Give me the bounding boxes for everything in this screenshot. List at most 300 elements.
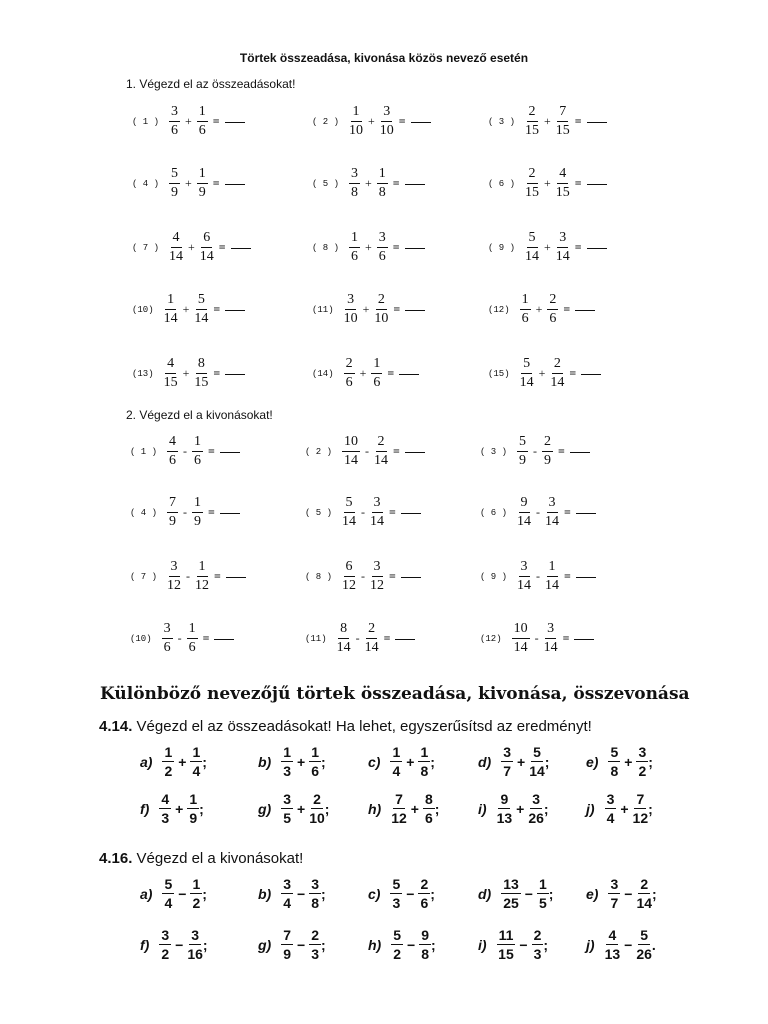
equals-sign: = [562, 631, 570, 645]
terminator: ; [648, 800, 653, 817]
fraction-a-denominator: 8 [351, 185, 359, 200]
fraction-b [194, 293, 208, 326]
fraction-a [501, 877, 521, 910]
answer-blank [570, 451, 590, 453]
fraction-b [636, 928, 652, 961]
fraction-a [167, 560, 181, 593]
fraction-b-denominator: 12 [195, 578, 210, 593]
equals-sign: = [392, 176, 400, 190]
item-letter: d) [478, 753, 492, 770]
fraction-b-numerator: 8 [424, 791, 433, 807]
terminator: ; [430, 885, 435, 902]
fraction-a [169, 167, 180, 200]
fraction-a-numerator: 4 [165, 357, 176, 374]
fraction-a-numerator: 5 [393, 927, 402, 943]
ex414-text: Végezd el az összeadásokat! Ha lehet, egyszerűsítsd az eredményt! [136, 718, 592, 735]
equals-sign: = [563, 302, 571, 316]
fraction-a [164, 357, 178, 390]
item-letter: g) [258, 936, 272, 953]
fraction-a-denominator: 13 [496, 810, 513, 826]
answer-blank [574, 638, 594, 640]
problem-section2-7 [130, 560, 246, 593]
fraction-b-numerator: 3 [311, 876, 319, 892]
fraction-b [309, 928, 321, 961]
answer-blank [405, 451, 425, 453]
problem-section2-11 [305, 622, 415, 655]
answer-blank [587, 121, 607, 123]
fraction-a [281, 745, 293, 778]
fraction-b-numerator: 3 [547, 496, 558, 513]
operator: - [186, 569, 191, 583]
fraction-a-numerator: 4 [167, 435, 178, 452]
fraction-b-numerator: 3 [381, 105, 392, 122]
fraction-a-denominator: 4 [283, 895, 292, 911]
fraction-b-numerator: 1 [420, 744, 429, 760]
fraction-b [532, 928, 544, 961]
exercise-ex416-f [140, 928, 208, 961]
fraction-a-denominator: 4 [606, 810, 615, 826]
problem-number: (15) [488, 368, 510, 379]
operator: - [355, 631, 360, 645]
terminator: ; [430, 753, 435, 770]
terminator: ; [652, 885, 657, 902]
exercise-ex414-b [258, 745, 326, 778]
equals-sign: = [218, 240, 226, 254]
exercise-ex414-h [368, 792, 439, 825]
fraction-b-numerator: 1 [311, 744, 319, 760]
fraction-b-denominator: 9 [544, 453, 552, 468]
fraction-b-numerator: 1 [192, 876, 201, 892]
answer-blank [411, 121, 431, 123]
fraction-a-denominator: 25 [503, 895, 519, 911]
answer-blank [401, 512, 421, 514]
item-letter: h) [368, 936, 382, 953]
equals-sign: = [212, 176, 220, 190]
fraction-b-numerator: 1 [192, 744, 201, 760]
operator: − [624, 885, 633, 902]
equals-sign: = [383, 631, 391, 645]
fraction-a [525, 105, 539, 138]
fraction-b [633, 792, 649, 825]
problem-number: (13) [132, 368, 154, 379]
fraction-b-denominator: 6 [373, 375, 381, 390]
fraction-a [164, 293, 178, 326]
fraction-b-denominator: 8 [421, 946, 429, 962]
equals-sign: = [393, 444, 400, 458]
fraction-a-numerator: 3 [349, 167, 360, 184]
fraction-a [349, 231, 360, 264]
fraction-b-denominator: 15 [194, 375, 209, 390]
fraction-b-denominator: 10 [374, 311, 389, 326]
operator: + [538, 366, 546, 380]
fraction-b-numerator: 3 [532, 791, 541, 807]
problem-number: ( 3 ) [488, 116, 516, 127]
fraction-a-denominator: 15 [525, 123, 540, 138]
fraction-a-numerator: 1 [349, 231, 360, 248]
fraction-a-numerator: 7 [283, 927, 292, 943]
equals-sign: = [398, 114, 406, 128]
answer-blank [225, 373, 245, 375]
fraction-b-numerator: 3 [638, 744, 647, 760]
fraction-b-numerator: 5 [640, 927, 649, 943]
fraction-a [390, 745, 402, 778]
fraction-a-numerator: 10 [342, 435, 360, 452]
fraction-b-denominator: 3 [533, 946, 542, 962]
fraction-a-numerator: 9 [500, 791, 509, 807]
fraction-b-denominator: 6 [194, 453, 202, 468]
answer-blank [220, 451, 240, 453]
fraction-b-numerator: 1 [197, 105, 208, 122]
fraction-a-denominator: 5 [283, 810, 292, 826]
terminator: ; [202, 885, 207, 902]
fraction-a [349, 167, 360, 200]
fraction-a [167, 435, 178, 468]
problem-number: ( 8 ) [312, 242, 340, 253]
fraction-a-denominator: 14 [513, 640, 528, 655]
problem-section2-2 [305, 435, 425, 468]
fraction-a-denominator: 4 [392, 763, 401, 779]
fraction-b-denominator: 10 [309, 810, 325, 826]
fraction-b-denominator: 10 [379, 123, 394, 138]
fraction-b [309, 745, 321, 778]
problem-section1-15 [488, 357, 601, 390]
fraction-a [342, 560, 356, 593]
problem-section1-7 [132, 231, 251, 264]
equals-sign: = [393, 302, 401, 316]
fraction-a-denominator: 6 [163, 640, 171, 655]
answer-blank [575, 309, 595, 311]
fraction-a-numerator: 7 [167, 496, 178, 513]
fraction-a [162, 622, 173, 655]
fraction-a-numerator: 8 [338, 622, 349, 639]
fraction-a-denominator: 6 [521, 311, 529, 326]
fraction-a [281, 792, 293, 825]
terminator: ; [543, 800, 549, 817]
fraction-a [525, 167, 539, 200]
item-letter: j) [586, 936, 595, 953]
problem-section1-12 [488, 293, 595, 326]
problem-number: ( 8 ) [305, 571, 333, 582]
fraction-b-denominator: 8 [378, 185, 386, 200]
fraction-b-numerator: 2 [640, 876, 649, 892]
equals-sign: = [387, 366, 395, 380]
problem-number: (14) [312, 368, 334, 379]
fraction-a [517, 496, 531, 529]
fraction-b [418, 745, 430, 778]
answer-blank [214, 638, 234, 640]
fraction-b-numerator: 1 [192, 496, 203, 513]
fraction-a [349, 105, 363, 138]
exercise-ex414-f [140, 792, 204, 825]
fraction-b-denominator: 8 [311, 895, 319, 911]
equals-sign: = [574, 176, 582, 190]
operator: + [516, 800, 525, 817]
fraction-a-numerator: 5 [164, 876, 173, 892]
fraction-b-numerator: 1 [547, 560, 558, 577]
fraction-a-denominator: 15 [163, 375, 178, 390]
fraction-b [377, 231, 388, 264]
problem-number: ( 9 ) [480, 571, 508, 582]
ex414-heading [99, 718, 592, 735]
item-letter: a) [140, 885, 153, 902]
answer-blank [405, 309, 425, 311]
terminator: ; [324, 800, 330, 817]
problem-number: ( 7 ) [132, 242, 160, 253]
fraction-a-numerator: 3 [283, 791, 292, 807]
fraction-a [520, 357, 534, 390]
problem-number: (12) [488, 304, 510, 315]
fraction-b-denominator: 14 [555, 249, 570, 264]
problem-number: ( 3 ) [480, 446, 508, 457]
fraction-b-denominator: 16 [187, 946, 203, 962]
terminator: ; [431, 936, 436, 953]
problem-section2-5 [305, 496, 421, 529]
item-letter: j) [586, 800, 595, 817]
item-letter: c) [368, 885, 381, 902]
section2-heading: 2. Végezd el a kivonásokat! [126, 408, 273, 422]
fraction-b-numerator: 7 [557, 105, 568, 122]
ex416-label: 4.16. [99, 850, 133, 867]
terminator: ; [434, 800, 440, 817]
item-letter: e) [586, 753, 599, 770]
problem-number: ( 1 ) [130, 446, 158, 457]
fraction-b-numerator: 1 [192, 435, 203, 452]
fraction-a-numerator: 3 [161, 927, 170, 943]
fraction-a-denominator: 6 [351, 249, 359, 264]
exercise-ex416-c [368, 877, 435, 910]
terminator: ; [199, 800, 204, 817]
problem-section2-1 [130, 435, 240, 468]
fraction-a-denominator: 14 [517, 578, 532, 593]
fraction-b-denominator: 6 [311, 763, 319, 779]
fraction-a-denominator: 10 [349, 123, 364, 138]
answer-blank [587, 183, 607, 185]
problem-number: ( 4 ) [130, 507, 158, 518]
operator: − [297, 936, 306, 953]
operator: − [519, 936, 528, 953]
equals-sign: = [214, 569, 221, 583]
fraction-b [370, 496, 384, 529]
operator: + [406, 753, 415, 770]
fraction-b [374, 293, 388, 326]
fraction-a-denominator: 12 [167, 578, 182, 593]
fraction-a-numerator: 5 [610, 744, 619, 760]
fraction-b [187, 792, 199, 825]
terminator: ; [648, 753, 653, 770]
fraction-b-denominator: 12 [632, 810, 649, 826]
fraction-a [337, 622, 351, 655]
operator: − [297, 885, 306, 902]
fraction-b-numerator: 2 [533, 927, 542, 943]
problem-section1-6 [488, 167, 607, 200]
problem-number: ( 5 ) [312, 178, 340, 189]
fraction-b [200, 231, 214, 264]
fraction-a-denominator: 3 [392, 895, 401, 911]
section1-heading: 1. Végezd el az összeadásokat! [126, 77, 296, 91]
exercise-ex414-e [586, 745, 653, 778]
operator: + [182, 366, 190, 380]
fraction-b-denominator: 4 [192, 763, 201, 779]
ex416-text: Végezd el a kivonásokat! [136, 850, 304, 867]
fraction-b [187, 622, 198, 655]
fraction-a [281, 877, 293, 910]
fraction-a [525, 231, 539, 264]
terminator: ; [202, 753, 207, 770]
item-letter: f) [140, 936, 150, 953]
fraction-b-denominator: 15 [555, 185, 570, 200]
fraction-b-numerator: 1 [371, 357, 382, 374]
fraction-a-numerator: 13 [503, 876, 519, 892]
equals-sign: = [564, 505, 571, 519]
exercise-ex416-e [586, 877, 657, 910]
fraction-b [528, 792, 544, 825]
fraction-a-numerator: 4 [171, 231, 182, 248]
fraction-a [391, 792, 407, 825]
fraction-a-denominator: 6 [345, 375, 353, 390]
answer-blank [405, 183, 425, 185]
fraction-a-denominator: 9 [283, 946, 292, 962]
item-letter: d) [478, 885, 492, 902]
fraction-a-denominator: 13 [604, 946, 621, 962]
operator: + [620, 800, 629, 817]
fraction-a-denominator: 12 [342, 578, 357, 593]
fraction-b-denominator: 14 [545, 578, 560, 593]
fraction-b-numerator: 1 [189, 791, 198, 807]
item-letter: e) [586, 885, 599, 902]
fraction-a-numerator: 2 [344, 357, 355, 374]
fraction-b-denominator: 14 [374, 453, 389, 468]
operator: − [175, 936, 184, 953]
problem-number: (10) [130, 633, 152, 644]
fraction-b [365, 622, 379, 655]
answer-blank [225, 121, 245, 123]
fraction-b [197, 167, 208, 200]
problem-section1-3 [488, 105, 607, 138]
fraction-b [556, 231, 570, 264]
operator: + [368, 114, 375, 128]
fraction-b-denominator: 6 [188, 640, 196, 655]
equals-sign: = [208, 444, 215, 458]
problem-number: ( 4 ) [132, 178, 160, 189]
item-letter: i) [478, 936, 487, 953]
ex416-heading [99, 850, 303, 867]
fraction-b-numerator: 2 [313, 791, 321, 807]
fraction-a-denominator: 15 [525, 185, 540, 200]
operator: - [536, 505, 541, 519]
fraction-b-numerator: 3 [191, 927, 199, 943]
fraction-b-denominator: 8 [420, 763, 429, 779]
equals-sign: = [569, 366, 577, 380]
item-letter: b) [258, 753, 272, 770]
fraction-b [192, 435, 203, 468]
fraction-a-numerator: 9 [519, 496, 530, 513]
subtitle: Különböző nevezőjű törtek összeadása, kivonása, összevonása [100, 684, 690, 704]
exercise-ex416-i [478, 928, 548, 961]
exercise-ex416-g [258, 928, 326, 961]
fraction-a [344, 293, 358, 326]
operator: − [178, 885, 187, 902]
problem-section2-10 [130, 622, 234, 655]
problem-section1-13 [132, 357, 245, 390]
fraction-b-denominator: 6 [198, 123, 206, 138]
fraction-a-numerator: 5 [169, 167, 180, 184]
fraction-b [419, 928, 431, 961]
fraction-b-denominator: 2 [192, 895, 201, 911]
exercise-ex414-c [368, 745, 435, 778]
terminator: ; [548, 885, 554, 902]
fraction-a-denominator: 7 [610, 895, 619, 911]
operator: + [365, 240, 372, 254]
answer-blank [395, 638, 415, 640]
fraction-a-denominator: 14 [344, 453, 359, 468]
fraction-a-denominator: 3 [161, 810, 170, 826]
fraction-b-denominator: 9 [194, 514, 202, 529]
exercise-ex414-d [478, 745, 549, 778]
equals-sign: = [389, 505, 396, 519]
fraction-b-numerator: 3 [372, 496, 383, 513]
fraction-b-numerator: 2 [420, 876, 429, 892]
operator: - [361, 505, 366, 519]
fraction-b-numerator: 3 [545, 622, 556, 639]
operator: - [361, 569, 366, 583]
operator: + [175, 800, 184, 817]
fraction-a-denominator: 4 [164, 895, 173, 911]
exercise-ex416-h [368, 928, 436, 961]
fraction-b [371, 357, 382, 390]
fraction-b-denominator: 14 [543, 640, 558, 655]
fraction-a-denominator: 2 [393, 946, 402, 962]
answer-blank [225, 183, 245, 185]
fraction-b-numerator: 2 [552, 357, 563, 374]
fraction-b [423, 792, 435, 825]
fraction-a [608, 745, 620, 778]
fraction-b [547, 293, 558, 326]
fraction-b [556, 105, 570, 138]
item-letter: a) [140, 753, 153, 770]
fraction-a-denominator: 14 [517, 514, 532, 529]
fraction-b [374, 435, 388, 468]
equals-sign: = [574, 114, 582, 128]
fraction-b-denominator: 9 [198, 185, 206, 200]
fraction-b-denominator: 26 [636, 946, 652, 962]
fraction-a-denominator: 14 [525, 249, 540, 264]
fraction-a-numerator: 5 [344, 496, 355, 513]
fraction-b [545, 496, 559, 529]
fraction-a-numerator: 5 [527, 231, 538, 248]
fraction-a-denominator: 12 [391, 810, 407, 826]
fraction-a [608, 877, 620, 910]
fraction-b [309, 877, 321, 910]
fraction-a-denominator: 14 [519, 375, 534, 390]
answer-blank [231, 247, 251, 249]
fraction-a-denominator: 14 [336, 640, 351, 655]
operator: - [365, 444, 370, 458]
fraction-a-numerator: 1 [283, 744, 292, 760]
problem-number: (10) [132, 304, 154, 315]
fraction-b-denominator: 6 [420, 895, 429, 911]
exercise-ex416-a [140, 877, 207, 910]
problem-number: (12) [480, 633, 502, 644]
fraction-b-numerator: 1 [377, 167, 388, 184]
equals-sign: = [564, 569, 571, 583]
fraction-b [380, 105, 394, 138]
fraction-a-numerator: 3 [283, 876, 292, 892]
fraction-b-denominator: 14 [194, 311, 209, 326]
fraction-b-numerator: 1 [197, 167, 208, 184]
fraction-b-numerator: 2 [542, 435, 553, 452]
fraction-a-numerator: 3 [503, 744, 512, 760]
problem-section1-10 [132, 293, 245, 326]
